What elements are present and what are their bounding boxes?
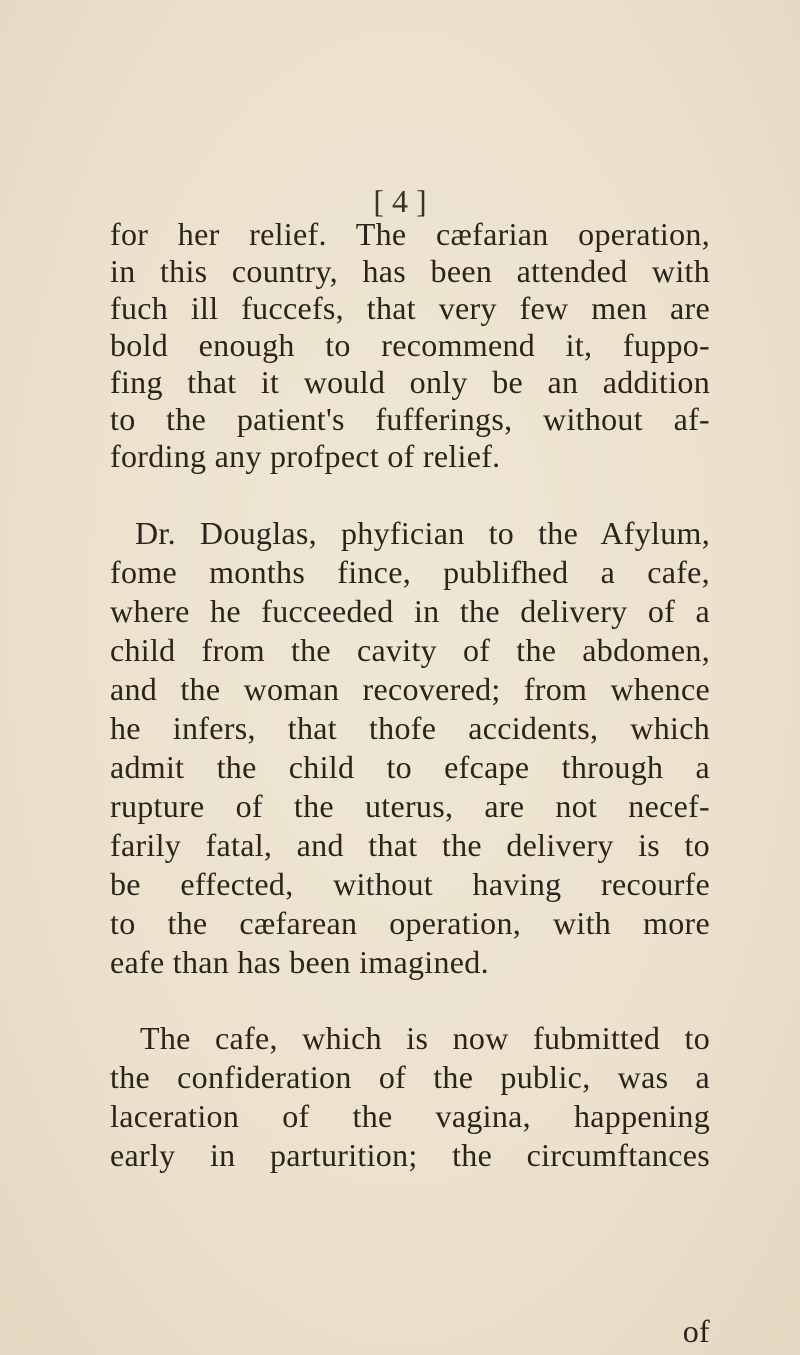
text-line: rupture of the uterus, are not necef- [110, 788, 710, 824]
text-line: eafe than has been imagined. [110, 944, 489, 980]
text-line: laceration of the vagina, happening [110, 1098, 710, 1134]
text-line: bold enough to recommend it, fuppo- [110, 327, 710, 363]
text-line: The cafe, which is now fubmitted to [140, 1020, 710, 1056]
text-line: the confideration of the public, was a [110, 1059, 710, 1095]
text-line: where he fucceeded in the delivery of a [110, 593, 710, 629]
text-line: fome months fince, publifhed a cafe, [110, 554, 710, 590]
text-line: be effected, without having recourfe [110, 866, 710, 902]
text-line: fing that it would only be an addition [110, 364, 710, 400]
text-line: fording any profpect of relief. [110, 438, 501, 474]
text-line: he infers, that thofe accidents, which [110, 710, 710, 746]
catchword: of [682, 1313, 710, 1349]
text-line: to the patient's fufferings, without af- [110, 401, 710, 437]
page-number: [ 4 ] [373, 183, 427, 219]
text-line: to the cæfarean operation, with more [110, 905, 710, 941]
text-line: fuch ill fuccefs, that very few men are [110, 290, 710, 326]
text-line: and the woman recovered; from whence [110, 671, 710, 707]
text-line: early in parturition; the circumftances [110, 1137, 710, 1173]
text-line: Dr. Douglas, phyfician to the Afylum, [135, 515, 710, 551]
text-line: for her relief. The cæfarian operation, [110, 216, 710, 252]
text-line: farily fatal, and that the delivery is to [110, 827, 710, 863]
text-line: in this country, has been attended with [110, 253, 710, 289]
text-line: admit the child to efcape through a [110, 749, 710, 785]
text-line: child from the cavity of the abdomen, [110, 632, 710, 668]
